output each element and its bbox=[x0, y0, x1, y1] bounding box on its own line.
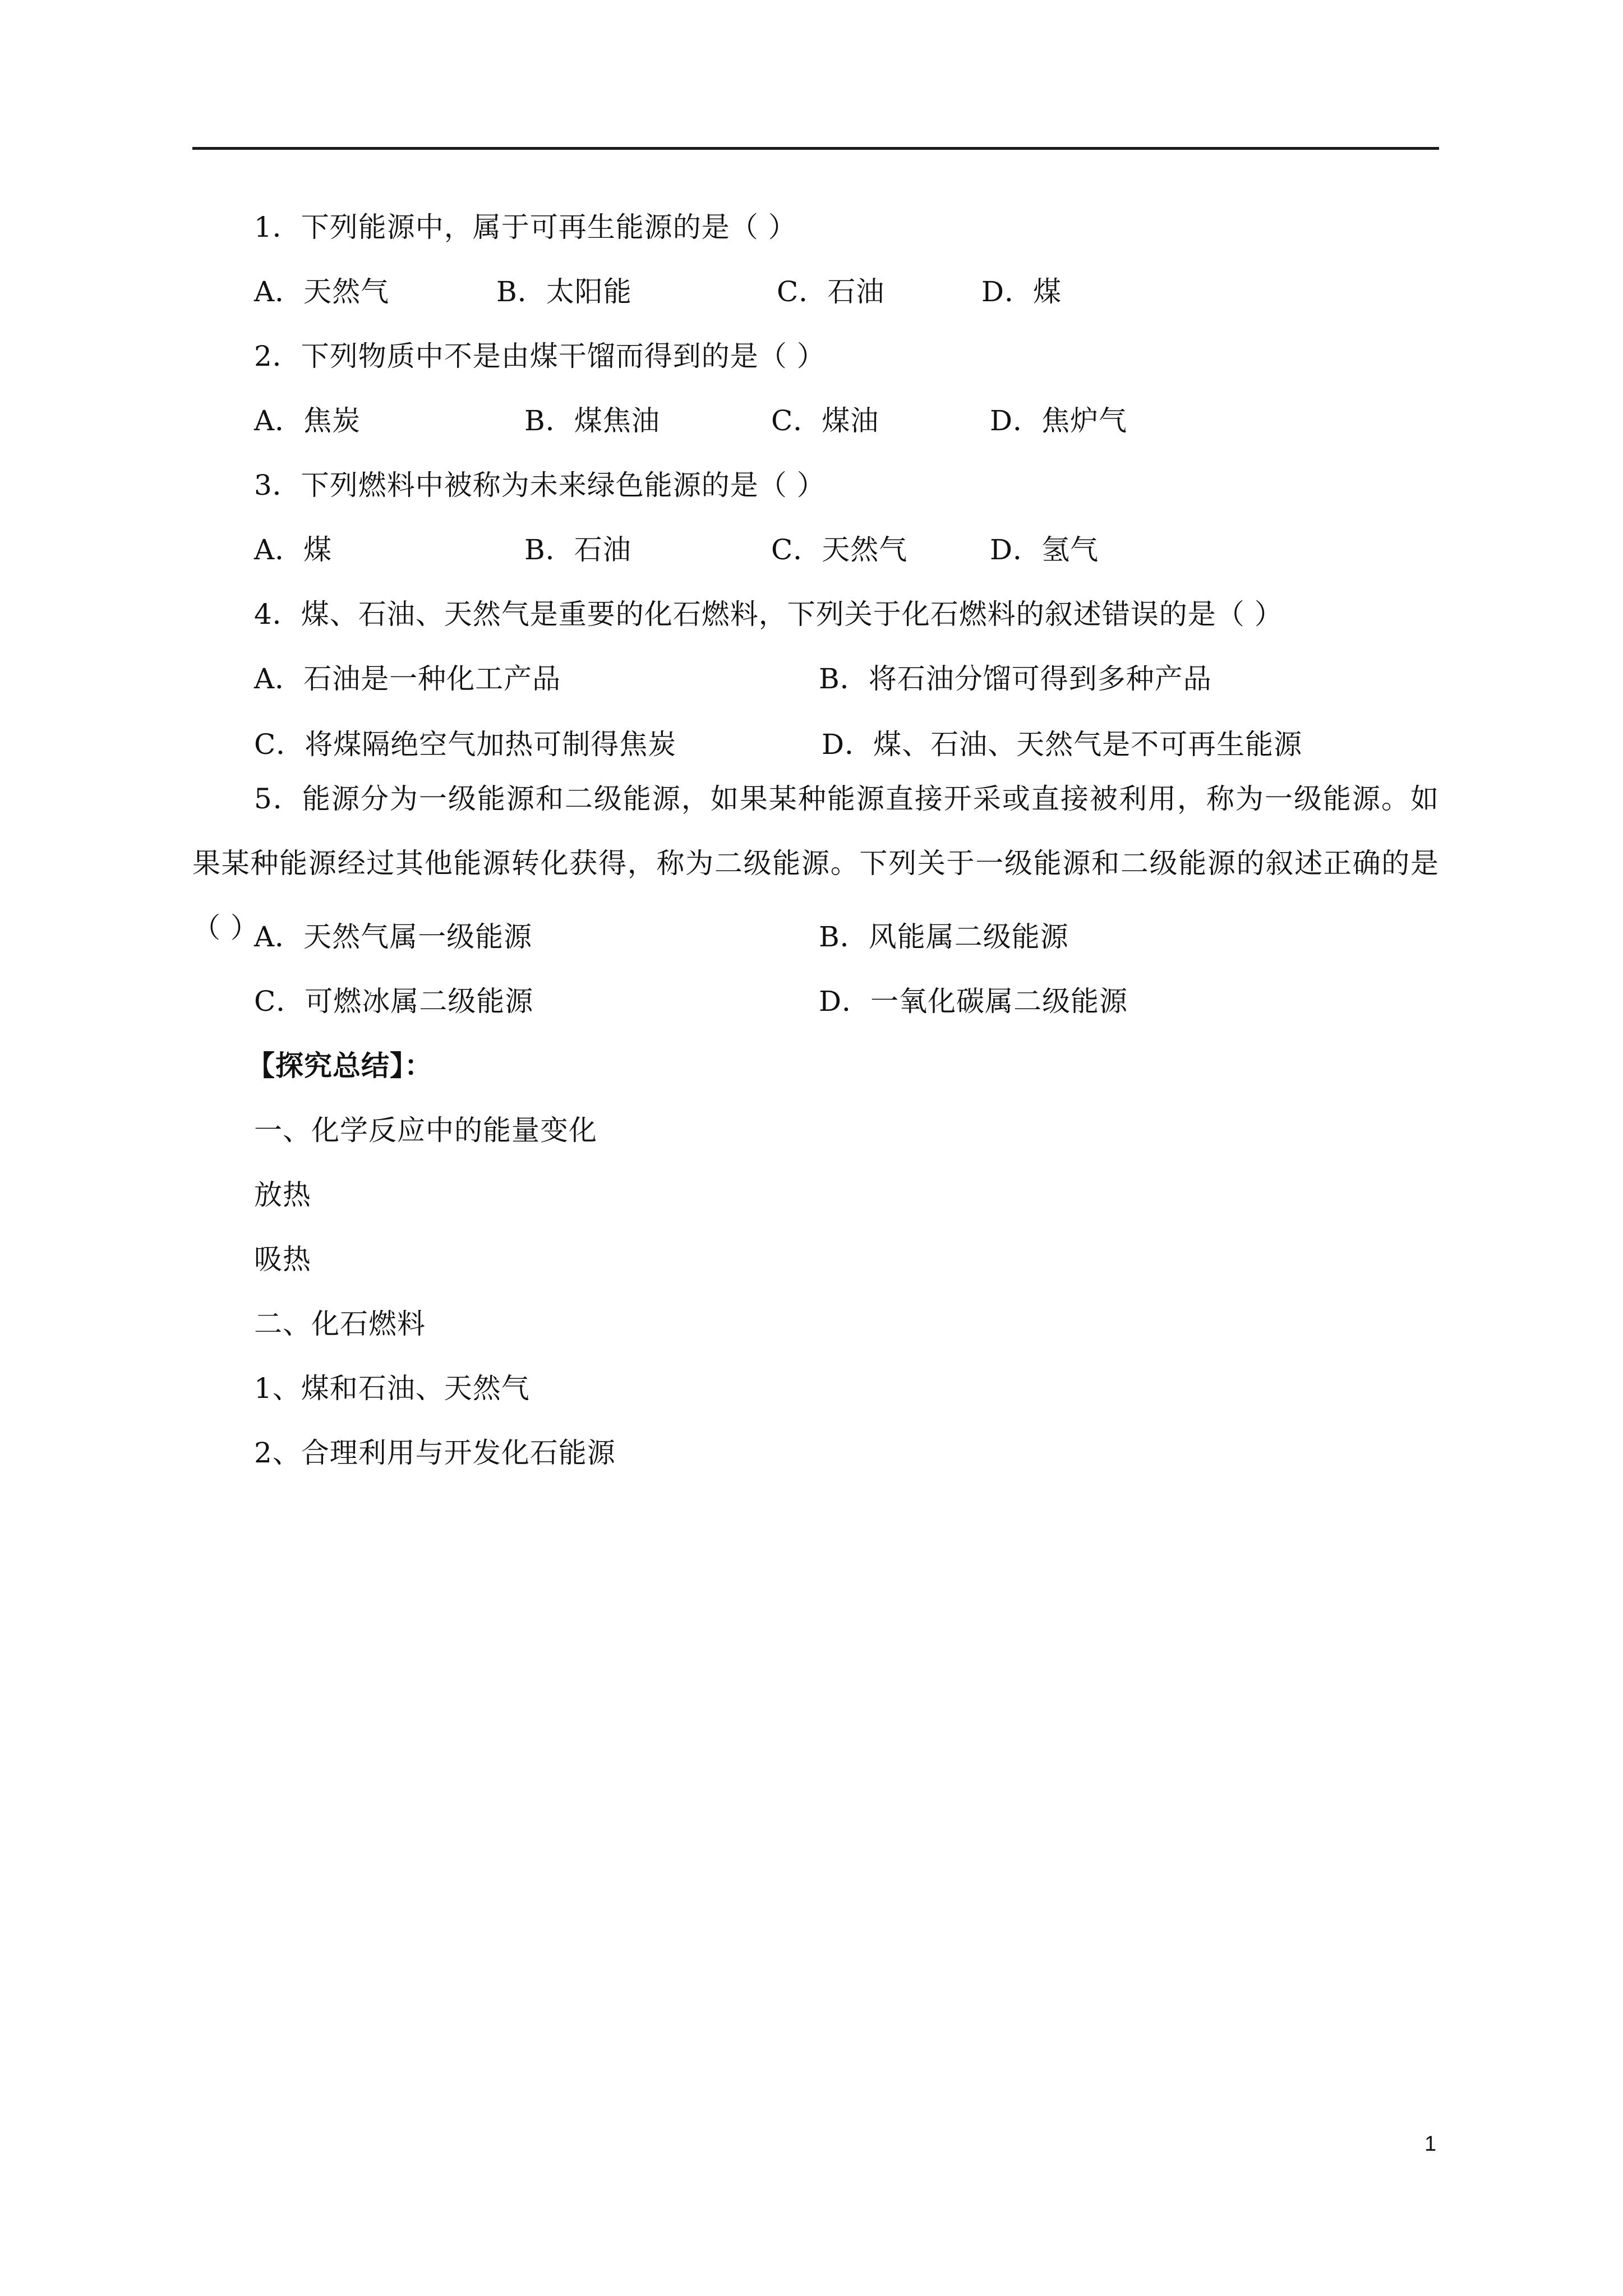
question-5-option-d: D．一氧化碳属二级能源 bbox=[819, 985, 1128, 1018]
question-3-stem: 3．下列燃料中被称为未来绿色能源的是（ ） bbox=[254, 469, 826, 501]
question-3-option-c: C．天然气 bbox=[771, 533, 908, 566]
header-rule bbox=[192, 147, 1439, 150]
question-5-option-b: B．风能属二级能源 bbox=[819, 921, 1069, 953]
question-2-stem: 2．下列物质中不是由煤干馏而得到的是（ ） bbox=[254, 340, 826, 372]
question-1-option-b: B．太阳能 bbox=[496, 275, 632, 308]
question-2-option-c: C．煤油 bbox=[771, 404, 879, 437]
question-2-option-b: B．煤焦油 bbox=[524, 404, 660, 437]
summary-item-3: 吸热 bbox=[254, 1243, 311, 1276]
page-number: 1 bbox=[1424, 2132, 1437, 2156]
summary-item-4: 二、化石燃料 bbox=[254, 1308, 426, 1340]
question-2-option-d: D．焦炉气 bbox=[990, 404, 1128, 437]
question-5-option-c: C．可燃冰属二级能源 bbox=[254, 985, 534, 1018]
question-5-option-a: A．天然气属一级能源 bbox=[254, 921, 533, 953]
question-3-option-a: A．煤 bbox=[254, 533, 333, 566]
question-4-option-d: D．煤、石油、天然气是不可再生能源 bbox=[822, 728, 1303, 761]
question-5-stem: 5．能源分为一级能源和二级能源，如果某种能源直接开采或直接被利用，称为一级能源。如果某种能源经过其他能源转化获得，称为二级能源。下列关于一级能源和二级能源的叙述正确的是（ ） bbox=[192, 783, 1439, 944]
question-4-option-a: A．石油是一种化工产品 bbox=[254, 662, 561, 695]
question-1-option-a: A．天然气 bbox=[254, 275, 390, 308]
summary-item-2: 放热 bbox=[254, 1179, 311, 1211]
summary-heading: 【探究总结】： bbox=[247, 1049, 433, 1082]
question-3-option-d: D．氢气 bbox=[990, 533, 1099, 566]
question-1-option-d: D．煤 bbox=[981, 275, 1062, 308]
question-1-option-c: C．石油 bbox=[777, 275, 885, 308]
summary-item-5: 1、煤和石油、天然气 bbox=[254, 1372, 530, 1405]
question-4-stem: 4．煤、石油、天然气是重要的化石燃料，下列关于化石燃料的叙述错误的是（ ） bbox=[254, 598, 1283, 631]
question-4-option-b: B．将石油分馏可得到多种产品 bbox=[819, 662, 1212, 695]
question-2-option-a: A．焦炭 bbox=[254, 404, 361, 437]
question-3-option-b: B．石油 bbox=[524, 533, 631, 566]
question-1-stem: 1．下列能源中，属于可再生能源的是（ ） bbox=[254, 211, 797, 243]
summary-item-1: 一、化学反应中的能量变化 bbox=[254, 1114, 597, 1147]
question-4-option-c: C．将煤隔绝空气加热可制得焦炭 bbox=[254, 728, 677, 761]
summary-item-6: 2、合理利用与开发化石能源 bbox=[254, 1437, 616, 1469]
